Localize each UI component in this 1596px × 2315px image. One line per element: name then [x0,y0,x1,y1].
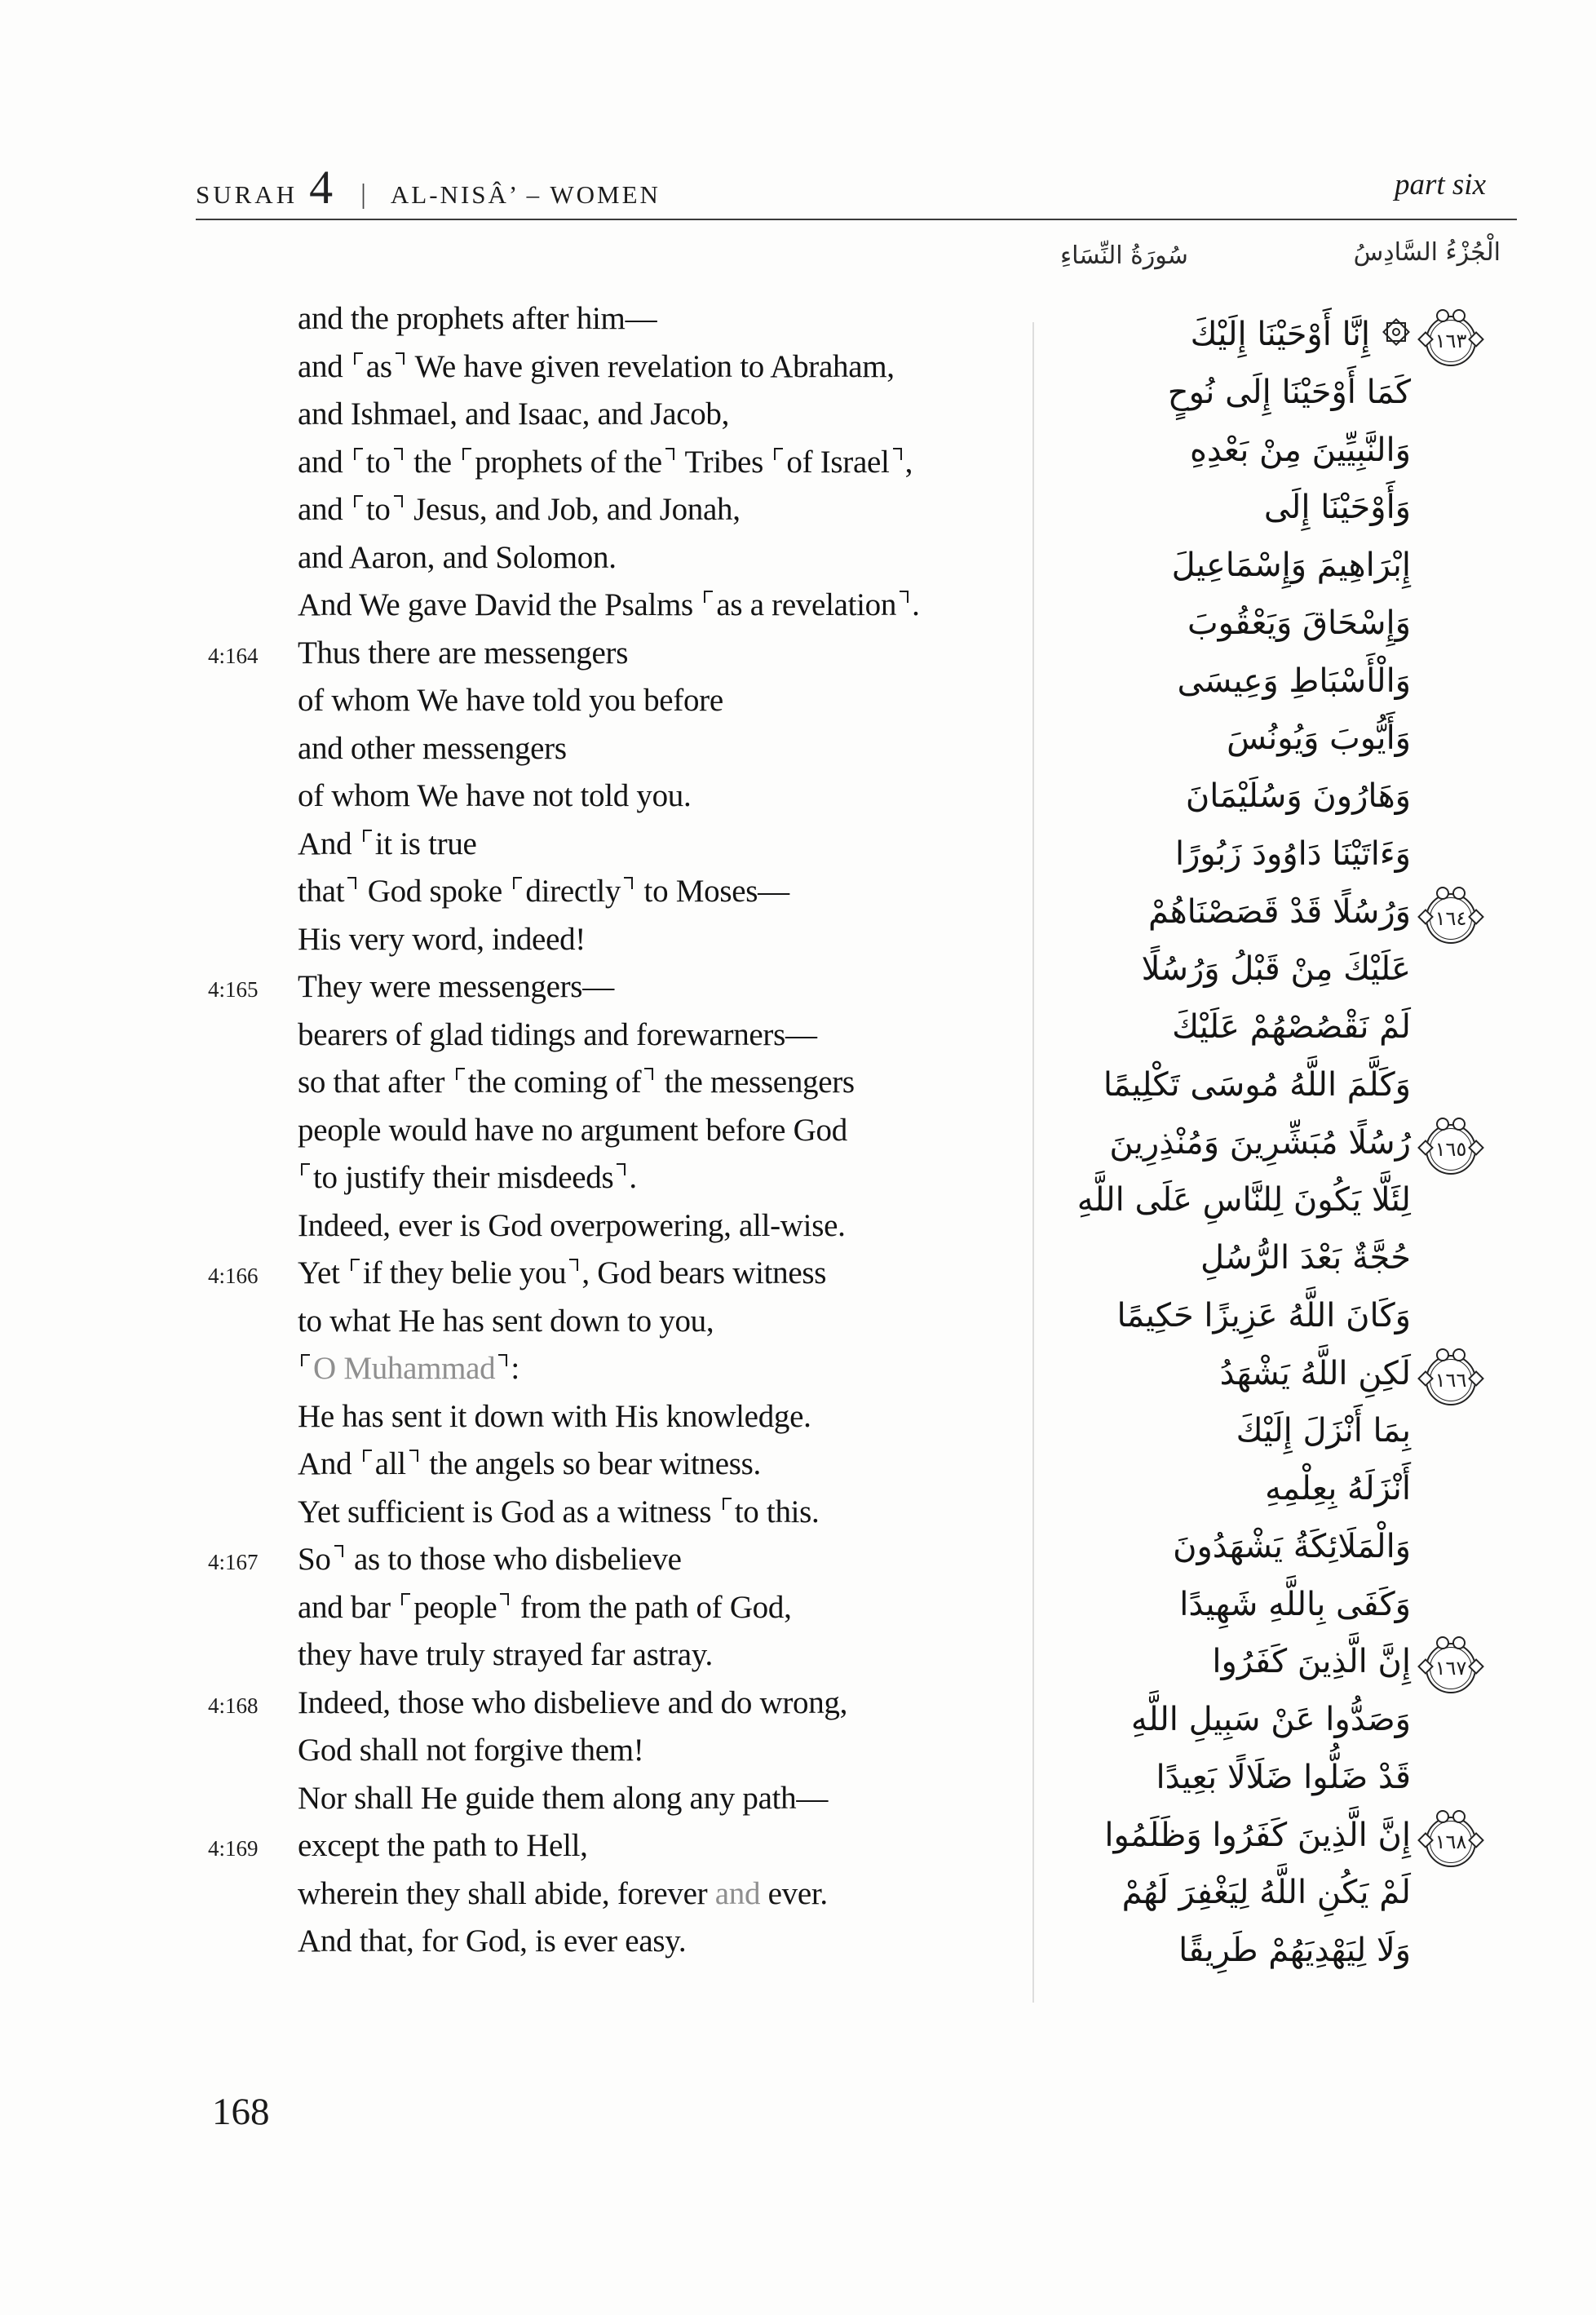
arabic-verse-line [1190,422,1411,479]
text-segment: to justify their misdeeds . [298,1160,637,1195]
medallion-knob-icon [1452,1118,1466,1131]
arabic-verse-line [1265,1460,1411,1517]
text-segment: and as We have given revelation to Abraham, [298,348,895,384]
arabic-text: إِنَّا أَوْحَيْنَا إِلَيْكَ [1190,316,1370,353]
medallion-leaf-icon [1417,331,1434,347]
medallion-leaf-icon [1417,1832,1434,1848]
page-number: 168 [212,2091,270,2133]
verse-number: 4:166 [208,1264,259,1288]
text-segment: except the path to Hell, [298,1828,588,1863]
verse-number: 4:169 [208,1836,259,1861]
arabic-text: وَهَارُونَ وَسُلَيْمَانَ [1185,777,1411,815]
arabic-verse-line [1264,479,1411,536]
medallion-knob-icon [1452,1810,1466,1823]
arabic-text: وَأَيُّوبَ وَيُونُسَ [1227,719,1411,758]
medallion-leaf-icon [1417,1370,1434,1387]
text-segment: they have truly strayed far astray. [298,1637,713,1672]
text-segment: Yet sufficient is God as a witness to this. [298,1494,820,1529]
medallion-knob-icon [1436,887,1449,900]
medallion-knob-icon [1452,309,1466,322]
medallion-knob-icon [1452,1348,1466,1361]
header-separator: | [360,179,366,210]
text-segment: So as to those who disbelieve [298,1542,682,1577]
arabic-verse-line [1200,1229,1411,1286]
arabic-verse-line [1212,1633,1411,1690]
text-segment: people would have no argument before God [298,1112,847,1148]
text-segment: and Ishmael, and Isaac, and Jacob, [298,396,730,432]
medallion-knob-icon [1436,1118,1449,1131]
text-segment: ever. [760,1875,828,1911]
arabic-verse-line [1177,653,1411,710]
verse-number: 4:167 [208,1550,259,1574]
arabic-text: وَالْأَسْبَاطِ وَعِيسَى [1177,662,1411,700]
arabic-text: وَرُسُلًا قَدْ قَصَصْنَاهُمْ [1147,892,1411,931]
medallion-knob-icon [1436,1810,1449,1823]
medallion-leaf-icon [1417,1658,1434,1675]
arabic-verse-line [1172,537,1411,594]
medallion-leaf-icon [1468,331,1484,347]
arabic-verse-line [1236,1402,1411,1459]
arabic-verse-line [1173,1518,1411,1575]
surah-name: AL-NISÂ’ – WOMEN [390,180,661,209]
arabic-verse-line [1220,1345,1411,1402]
part-label: part six [1394,168,1486,201]
arabic-verse-line [1077,1171,1411,1228]
arabic-text: وَكَفَى بِاللَّهِ شَهِيدًا [1179,1585,1411,1623]
text-segment: And We gave David the Psalms as a revelation . [298,587,920,622]
text-segment: He has sent it down with His knowledge. [298,1398,811,1434]
surah-number: 4 [309,161,334,214]
arabic-verse-line [1131,1691,1411,1748]
medallion-leaf-icon [1468,909,1484,925]
medallion-knob-icon [1452,887,1466,900]
text-segment: His very word, indeed! [298,921,586,957]
medallion-knob-icon [1436,1348,1449,1361]
arabic-verse-line [1175,826,1411,883]
surah-title-arabic: سُورَةُ النِّسَاءِ [1060,241,1188,270]
arabic-verse-line [1187,595,1411,652]
text-segment: and [714,1875,761,1911]
text-segment: Indeed, those who disbelieve and do wrong, [298,1684,848,1720]
medallion-leaf-icon [1468,1370,1484,1387]
text-segment: Thus there are messengers [298,635,629,671]
arabic-verse-line [1191,306,1411,363]
arabic-verse-line [1227,710,1411,767]
text-segment: And it is true [298,826,477,861]
arabic-text: لِئَلَّا يَكُونَ لِلنَّاسِ عَلَى اللَّهِ [1077,1181,1411,1219]
medallion-knob-icon [1452,1636,1466,1649]
verse-medallion [1426,1124,1476,1175]
arabic-text: قَدْ ضَلُّوا ضَلَالًا بَعِيدًا [1156,1758,1411,1796]
verse-number: 4:164 [208,643,259,668]
arabic-verse-line [1109,1114,1411,1171]
juz-title-arabic: الْجُزْءُ السَّادِسُ [1353,238,1501,267]
verse-medallion-number: ١٦٦ [1435,1368,1467,1392]
medallion-leaf-icon [1417,1140,1434,1156]
text-segment: and to the prophets of the Tribes of Israel , [298,444,913,480]
rub-el-hizb-icon [1382,317,1411,347]
arabic-text: وَأَوْحَيْنَا إِلَى [1263,489,1411,527]
text-segment: of whom We have told you before [298,683,723,718]
arabic-text: وَلَا لِيَهْدِيَهُمْ طَرِيقًا [1178,1932,1411,1969]
verse-medallion [1426,1643,1476,1693]
arabic-text: وَصَدُّوا عَنْ سَبِيلِ اللَّهِ [1130,1701,1411,1738]
arabic-verse-line [1148,883,1411,941]
arabic-text: وَكَلَّمَ اللَّهُ مُوسَى تَكْلِيمًا [1103,1065,1411,1104]
arabic-text: وَالْمَلَائِكَةُ يَشْهَدُونَ [1173,1527,1411,1565]
verse-medallion-number: ١٦٨ [1435,1830,1467,1853]
medallion-knob-icon [1436,309,1449,322]
text-segment: and the prophets after him— [298,301,657,336]
arabic-verse-line [1156,1749,1412,1806]
arabic-text: عَلَيْكَ مِنْ قَبْلُ وَرُسُلًا [1141,950,1411,989]
arabic-verse-line [1142,941,1411,998]
arabic-text: كَمَا أَوْحَيْنَا إِلَى نُوحٍ [1167,373,1411,411]
arabic-verse-line [1104,1807,1411,1864]
arabic-verse-line [1186,768,1411,825]
arabic-verse-line [1122,1864,1411,1921]
arabic-text: أَنْزَلَهُ بِعِلْمِهِ [1265,1470,1411,1507]
text-segment: And that, for God, is ever easy. [298,1923,687,1959]
arabic-text: لَكِنِ اللَّهُ يَشْهَدُ [1219,1354,1411,1392]
arabic-text: بِمَا أَنْزَلَ إِلَيْكَ [1236,1412,1411,1450]
medallion-leaf-icon [1468,1140,1484,1156]
verse-medallion-number: ١٦٥ [1435,1137,1467,1161]
text-segment: God shall not forgive them! [298,1733,644,1768]
text-segment: They were messengers— [298,969,614,1004]
verse-number: 4:168 [208,1693,259,1718]
text-segment: that God spoke directly to Moses— [298,874,789,909]
text-segment: to what He has sent down to you, [298,1303,714,1339]
arabic-text: إِبْرَاهِيمَ وَإِسْمَاعِيلَ [1171,547,1411,584]
verse-medallion-number: ١٦٤ [1435,906,1467,930]
arabic-text: لَمْ نَقْصُصْهُمْ عَلَيْكَ [1172,1008,1411,1046]
verse-medallion [1426,1355,1476,1405]
text-segment: bearers of glad tidings and forewarners— [298,1016,817,1052]
text-segment: O Muhammad [313,1351,496,1386]
medallion-knob-icon [1436,1636,1449,1649]
arabic-text: لَمْ يَكُنِ اللَّهُ لِيَغْفِرَ لَهُمْ [1121,1874,1411,1912]
verse-medallion [1426,893,1476,944]
surah-label: SURAH [196,180,298,209]
arabic-text: وَءَاتَيْنَا دَاوُودَ زَبُورًا [1174,834,1411,873]
text-segment: and other messengers [298,730,567,766]
text-segment: and to Jesus, and Job, and Jonah, [298,492,741,527]
arabic-text: حُجَّةٌ بَعْدَ الرُّسُلِ [1200,1239,1411,1277]
verse-number: 4:165 [208,977,259,1002]
text-segment: wherein they shall abide, forever [298,1875,715,1911]
text-segment: Nor shall He guide them along any path— [298,1780,829,1816]
text-segment: Indeed, ever is God overpowering, all-wise. [298,1207,846,1243]
arabic-text: وَالنَّبِيِّينَ مِنْ بَعْدِهِ [1189,431,1411,469]
arabic-text: وَإِسْحَاقَ وَيَعْقُوبَ [1187,604,1411,642]
arabic-text: وَكَانَ اللَّهُ عَزِيزًا حَكِيمًا [1116,1296,1411,1335]
arabic-verse-line [1116,1287,1411,1344]
medallion-leaf-icon [1468,1658,1484,1675]
arabic-text: إِنَّ الَّذِينَ كَفَرُوا [1212,1643,1411,1681]
arabic-text: إِنَّ الَّذِينَ كَفَرُوا وَظَلَمُوا [1104,1816,1411,1854]
medallion-leaf-icon [1417,909,1434,925]
text-segment: and Aaron, and Solomon. [298,539,617,575]
text-segment: of whom We have not told you. [298,778,692,813]
verse-medallion-number: ١٦٧ [1435,1657,1467,1680]
text-segment: : [495,1351,519,1386]
verse-medallion-number: ١٦٣ [1435,330,1467,352]
text-segment: And all the angels so bear witness. [298,1446,761,1481]
text-segment: and bar people from the path of God, [298,1589,792,1625]
arabic-verse-line [1179,1576,1411,1633]
text-segment: so that after the coming of the messengers [298,1065,855,1100]
arabic-verse-line [1168,364,1411,421]
arabic-text: رُسُلًا مُبَشِّرِينَ وَمُنْذِرِينَ [1109,1123,1411,1162]
medallion-leaf-icon [1468,1832,1484,1848]
arabic-verse-line [1172,998,1411,1056]
arabic-verse-line [1178,1922,1411,1979]
verse-medallion [1426,316,1476,366]
arabic-verse-line [1103,1056,1411,1113]
verse-medallion [1426,1817,1476,1867]
text-segment: Yet if they belie you , God bears witness [298,1255,827,1290]
